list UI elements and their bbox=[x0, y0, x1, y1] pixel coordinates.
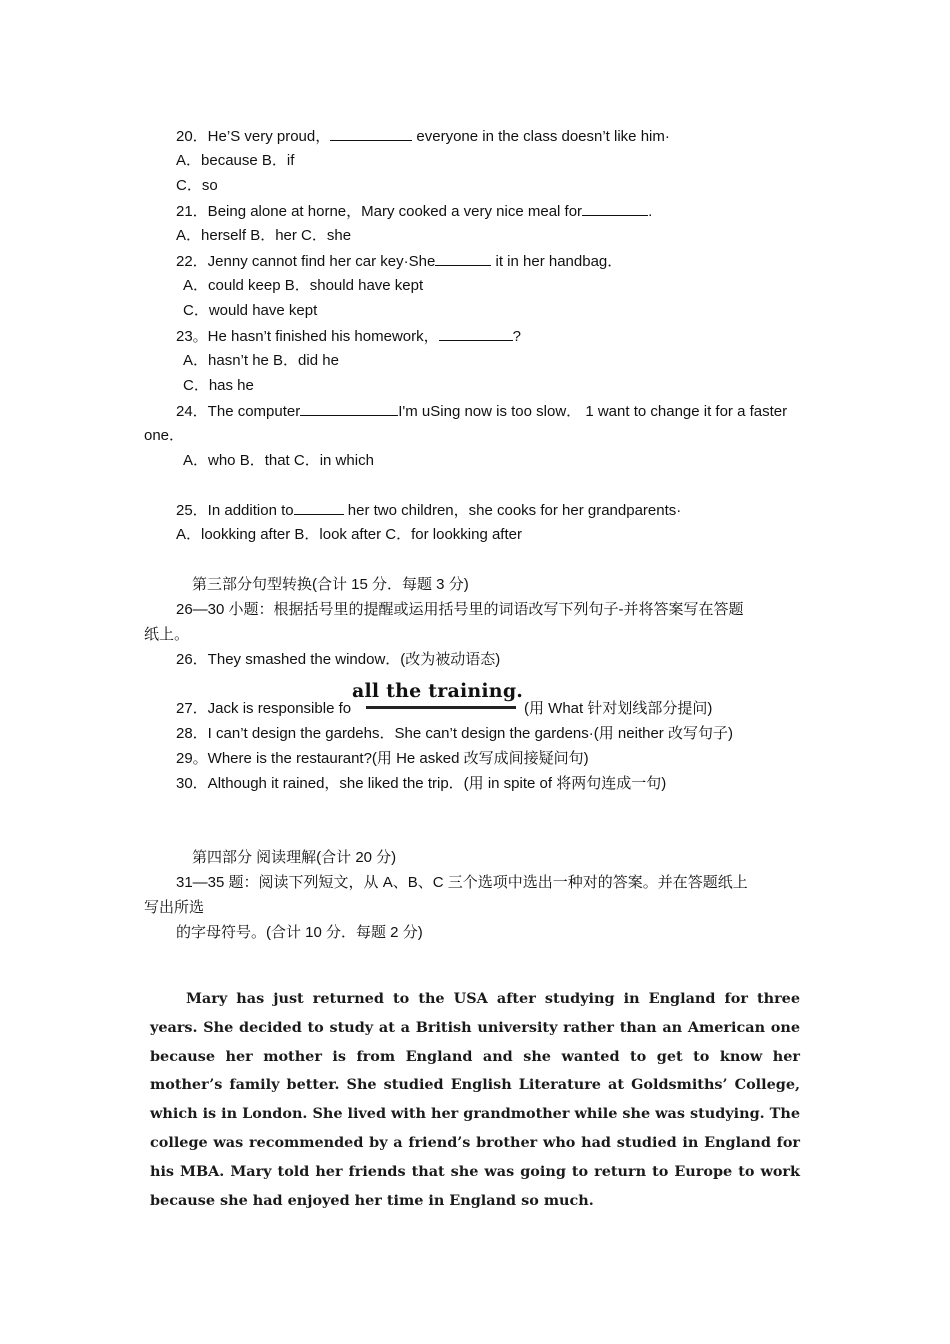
question-28: 28．I can’t design the gardehs．She can’t design the gardens·(用 neither 改写句子) bbox=[176, 725, 733, 742]
question-20-options-ab: A．because B．if bbox=[176, 152, 295, 169]
question-24-stem bbox=[176, 401, 787, 422]
question-27-instruction: (用 What 针对划线部分提问) bbox=[524, 700, 713, 717]
question-22-stem bbox=[176, 251, 622, 272]
q22-text-a: 22．Jenny cannot find her car key·She bbox=[176, 253, 436, 270]
q23-text: 23。He hasn’t finished his homework， bbox=[176, 328, 439, 345]
q25-text-a: 25．In addition to bbox=[176, 502, 294, 519]
answer-blank bbox=[582, 201, 648, 216]
reading-passage: Mary has just returned to the USA after studying in England for three years. She decided to study at a British university rather than an American one because her mother is from England and she wanted to get to know her mother’s family better. She studied English Literature at Goldsmiths’ College, which is in London. She lived with her grandmother while she was studying. The college was recommended by a friend’s brother who had studied in England for his MBA. Mary told her friends that she was going to return to Europe to work because she had enjoyed her time in England so much. bbox=[150, 990, 800, 1209]
q20-text-b: everyone in the class doesn’t like him· bbox=[412, 128, 670, 145]
question-23-options-ab: A．hasn’t he B．did he bbox=[183, 352, 339, 369]
q25-text-b: her two children，she cooks for her grandparents· bbox=[343, 502, 682, 519]
q21-text: 21．Being alone at horne，Mary cooked a very nice meal for bbox=[176, 203, 583, 220]
q20-text-a: 20．He’S very proud， bbox=[176, 128, 331, 145]
question-22-option-c: C．would have kept bbox=[183, 302, 318, 319]
question-26: 26．They smashed the window．(改为被动语态) bbox=[176, 651, 501, 668]
question-25-options: A．lookking after B．look after C．for lookking after bbox=[176, 526, 522, 543]
q24-text-a: 24．The computer bbox=[176, 403, 301, 420]
question-27-stem: 27．Jack is responsible fo bbox=[176, 700, 352, 717]
question-27-scanned-phrase: all the training. bbox=[352, 680, 524, 702]
question-24-continuation: one． bbox=[144, 427, 185, 444]
part-4-heading: 第四部分 阅读理解(合计 20 分) bbox=[192, 849, 397, 866]
part-3-heading: 第三部分句型转换(合计 15 分．每题 3 分) bbox=[192, 576, 469, 593]
answer-blank bbox=[294, 500, 344, 515]
question-24-options: A．who B．that C．in which bbox=[183, 452, 374, 469]
question-30: 30．Although it rained，she liked the trip．(用 in spite of 将两句连成一句) bbox=[176, 775, 667, 792]
answer-blank bbox=[439, 326, 513, 341]
part-4-instructions-cont2: 的字母符号。(合计 10 分．每题 2 分) bbox=[176, 924, 423, 941]
part-4-instructions: 31—35 题：阅读下列短文，从 A、B、C 三个选项中选出一种对的答案。并在答题纸上 bbox=[176, 874, 748, 891]
part-3-instructions: 26—30 小题：根据括号里的提醒或运用括号里的词语改写下列句子-并将答案写在答题 bbox=[176, 601, 744, 618]
question-21-stem bbox=[176, 201, 652, 222]
part-4-instructions-cont: 写出所选 bbox=[144, 899, 205, 916]
question-22-options-ab: A．could keep B．should have kept bbox=[183, 277, 424, 294]
question-23-stem bbox=[176, 326, 521, 347]
question-21-options: A．herself B．her C．she bbox=[176, 227, 352, 244]
question-27-underline bbox=[366, 706, 516, 709]
question-29: 29。Where is the restaurant?(用 He asked 改写成间接疑问句) bbox=[176, 750, 589, 767]
q24-text-b: I'm uSing now is too slow． 1 want to change it for a faster bbox=[398, 403, 788, 420]
q22-text-b: it in her handbag． bbox=[491, 253, 623, 270]
question-20-stem bbox=[176, 126, 670, 147]
question-20-option-c: C．so bbox=[176, 177, 218, 194]
answer-blank bbox=[435, 251, 491, 266]
q21-end: . bbox=[648, 203, 653, 220]
question-25-stem bbox=[176, 500, 681, 521]
q23-end: ? bbox=[512, 328, 521, 345]
answer-blank bbox=[300, 401, 398, 416]
part-3-instructions-cont: 纸上。 bbox=[144, 626, 190, 643]
question-23-option-c: C．has he bbox=[183, 377, 254, 394]
answer-blank bbox=[330, 126, 412, 141]
